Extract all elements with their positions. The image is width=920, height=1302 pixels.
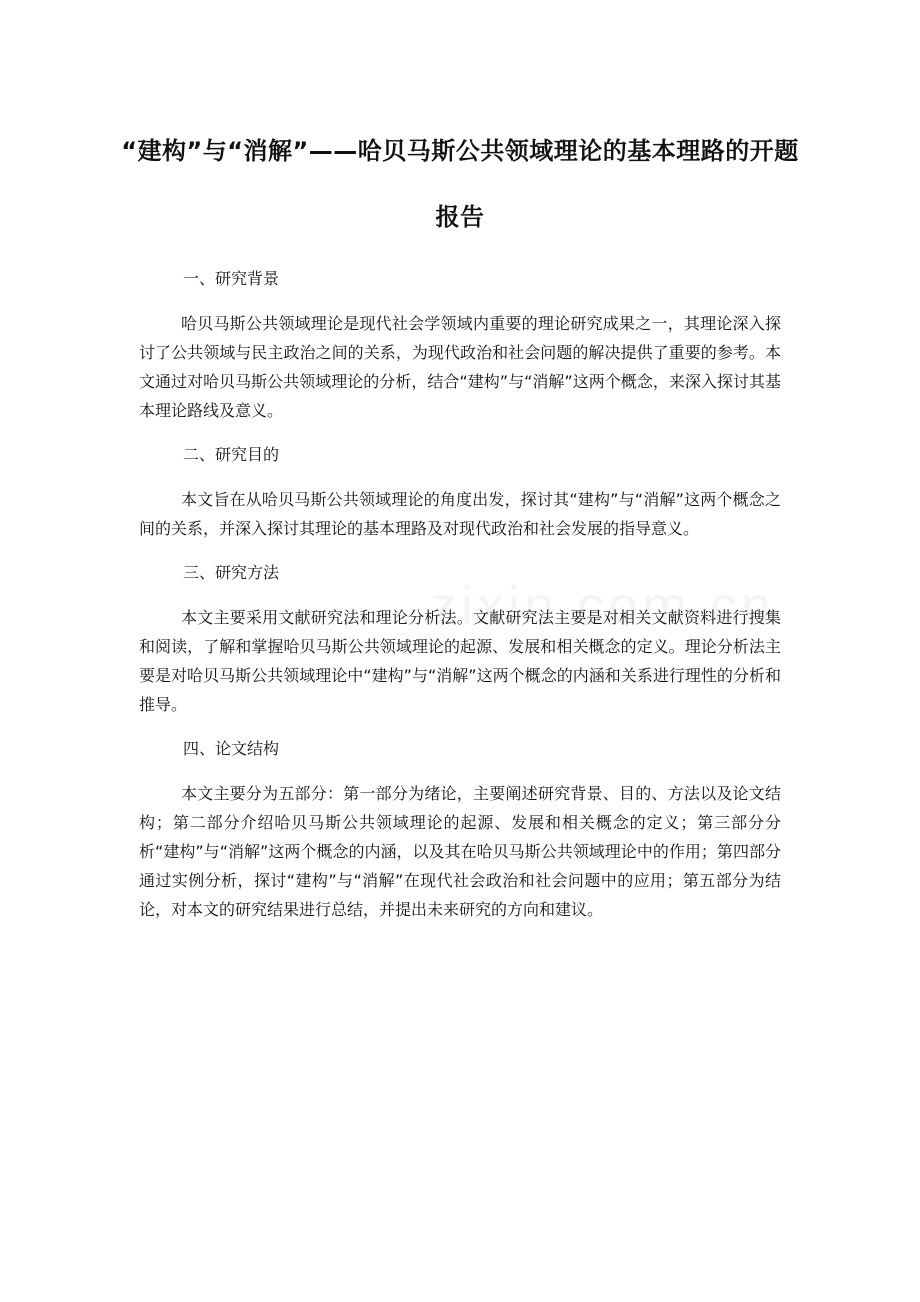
section-paragraph-method: 本文主要采用文献研究法和理论分析法。文献研究法主要是对相关文献资料进行搜集和阅读，了解和掌握哈贝马斯公共领域理论的起源、发展和相关概念的定义。理论分析法主要是对哈贝马斯公共领域理论中“建构”与“消解”这两个概念的内涵和关系进行理性的分析和推导。 — [139, 608, 781, 714]
section-paragraph-structure: 本文主要分为五部分：第一部分为绪论，主要阐述研究背景、目的、方法以及论文结构；第二部分介绍哈贝马斯公共领域理论的起源、发展和相关概念的定义；第三部分分析“建构”与“消解”这两个概念的内涵，以及其在哈贝马斯公共领域理论中的作用；第四部分通过实例分析，探讨“建构”与“消解”在现代社会政治和社会问题中的应用；第五部分为结论，对本文的研究结果进行总结，并提出未来研究的方向和建议。 — [139, 784, 781, 919]
document-title: “建构”与“消解”——哈贝马斯公共领域理论的基本理路的开题报告 — [121, 137, 799, 231]
section-paragraph-background: 哈贝马斯公共领域理论是现代社会学领域内重要的理论研究成果之一，其理论深入探讨了公共领域与民主政治之间的关系，为现代政治和社会问题的解决提供了重要的参考。本文通过对哈贝马斯公共领域理论的分析，结合“建构”与“消解”这两个概念，来深入探讨其基本理论路线及意义。 — [139, 314, 781, 420]
section-paragraph-purpose: 本文旨在从哈贝马斯公共领域理论的角度出发，探讨其“建构”与“消解”这两个概念之间的关系，并深入探讨其理论的基本理路及对现代政治和社会发展的指导意义。 — [139, 490, 781, 538]
section-heading-method: 三、研究方法 — [183, 563, 280, 582]
document-body — [139, 264, 781, 924]
section-heading-structure: 四、论文结构 — [183, 739, 280, 758]
section-heading-background: 一、研究背景 — [183, 269, 280, 288]
section-heading-purpose: 二、研究目的 — [183, 445, 280, 464]
